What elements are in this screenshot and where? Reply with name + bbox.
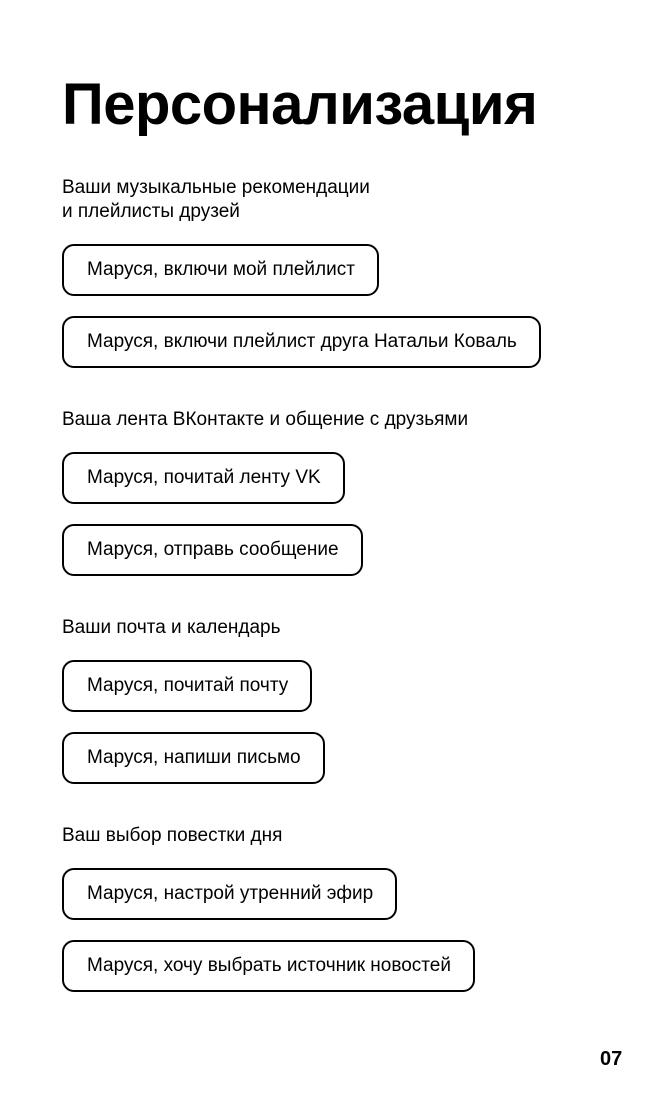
command-pill: Маруся, включи плейлист друга Натальи Коваль (62, 316, 541, 368)
page-number: 07 (600, 1048, 623, 1070)
command-pill: Маруся, почитай почту (62, 660, 312, 712)
command-pill: Маруся, хочу выбрать источник новостей (62, 940, 475, 992)
section-heading: Ваша лента ВКонтакте и общение с друзьями (62, 409, 469, 430)
command-pill: Маруся, напиши письмо (62, 732, 325, 784)
command-pill: Маруся, настрой утренний эфир (62, 868, 397, 920)
section-heading: Ваши почта и календарь (62, 617, 281, 638)
section-news (62, 824, 622, 992)
command-pill: Маруся, включи мой плейлист (62, 244, 379, 296)
section-music (62, 176, 622, 368)
section-heading: Ваш выбор повестки дня (62, 825, 283, 846)
command-pill: Маруся, почитай ленту VK (62, 452, 345, 504)
page-title: Персонализация (62, 72, 538, 137)
section-mail (62, 616, 622, 784)
command-pill: Маруся, отправь сообщение (62, 524, 363, 576)
section-vk (62, 408, 622, 576)
section-heading: Ваши музыкальные рекомендации и плейлисты друзей (62, 177, 370, 222)
